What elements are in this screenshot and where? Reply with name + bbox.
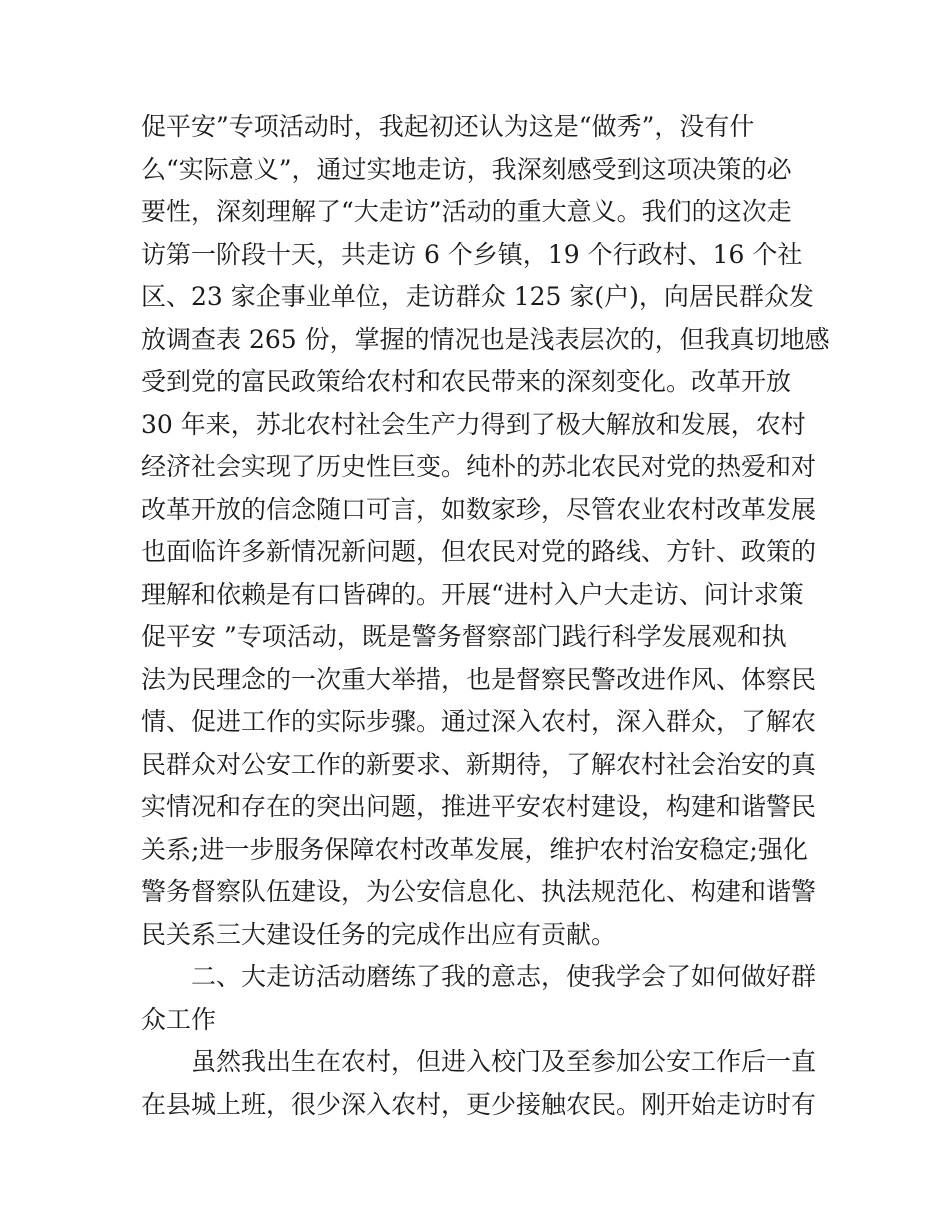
text-line: 改革开放的信念随口可言，如数家珍，尽管农业农村改革发展: [141, 494, 817, 524]
text-line: 情、促进工作的实际步骤。通过深入农村，深入群众，了解农: [141, 707, 817, 736]
text-line: 民关系三大建设任务的完成作出应有贡献。: [141, 919, 617, 949]
text-line: 关系;进一步服务保障农村改革发展，维护农村治安稳定;强化: [141, 834, 808, 864]
text-line: 警务督察队伍建设，为公安信息化、执法规范化、构建和谐警: [141, 877, 817, 906]
section-heading: 二、大走访活动磨练了我的意志，使我学会了如何做好群: [191, 962, 817, 991]
body-text: [141, 106, 830, 1126]
text-line: 放调查表 265 份，掌握的情况也是浅表层次的，但我真切地感: [141, 324, 830, 354]
text-line: 在县城上班，很少深入农村，更少接触农民。刚开始走访时有: [141, 1089, 817, 1119]
text-line: 经济社会实现了历史性巨变。纯朴的苏北农民对党的热爱和对: [141, 452, 817, 481]
text-line: 访第一阶段十天，共走访 6 个乡镇，19 个行政村、16 个社: [141, 239, 803, 269]
text-line: 民群众对公安工作的新要求、新期待，了解农村社会治安的真: [141, 749, 817, 779]
text-line: 实情况和存在的突出问题，推进平安农村建设，构建和谐警民: [141, 792, 817, 821]
text-line: 么“实际意义”，通过实地走访，我深刻感受到这项决策的必: [141, 154, 792, 184]
text-line: 虽然我出生在农村，但进入校门及至参加公安工作后一直: [191, 1047, 817, 1076]
text-line: 30 年来，苏北农村社会生产力得到了极大解放和发展，农村: [141, 409, 806, 439]
text-line: 也面临许多新情况新问题，但农民对党的路线、方针、政策的: [141, 537, 817, 566]
text-line: 受到党的富民政策给农村和农民带来的深刻变化。改革开放: [141, 367, 792, 396]
text-line: 理解和依赖是有口皆碑的。开展“进村入户大走访、问计求策: [141, 579, 804, 609]
text-line: 区、23 家企事业单位，走访群众 125 家(户)，向居民群众发: [141, 282, 814, 311]
section-heading-continued: 众工作: [141, 1004, 217, 1034]
text-line: 法为民理念的一次重大举措，也是督察民警改进作风、体察民: [141, 664, 817, 694]
text-line: 促平安”专项活动时，我起初还认为这是“做秀”，没有什: [141, 112, 755, 141]
text-line: 要性，深刻理解了“大走访”活动的重大意义。我们的这次走: [141, 197, 792, 226]
text-line: 促平安 ”专项活动，既是警务督察部门践行科学发展观和执: [141, 622, 787, 651]
